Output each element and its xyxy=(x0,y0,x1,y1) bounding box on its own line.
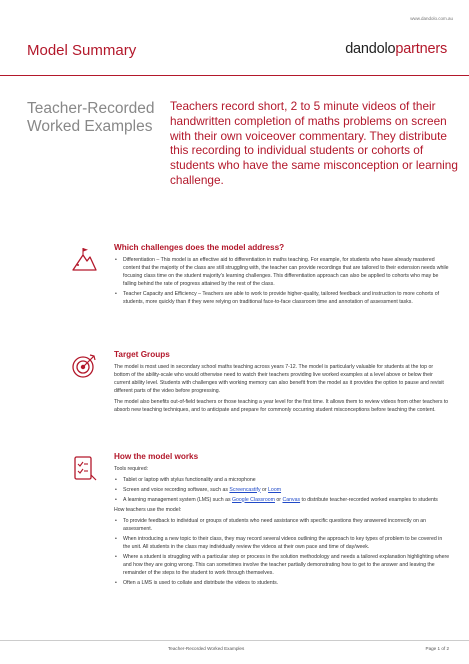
brand-part-2: partners xyxy=(395,41,447,57)
screencastify-link[interactable]: Screencastify xyxy=(229,486,261,493)
challenge-item: • Teacher Capacity and Efficiency – Teachers are able to work to provide higher-quality, tailored feedback and instruction to more cohorts of students, more quickly than if they were relying on traditional face-to-face classroom time and annotation of assessment tasks. xyxy=(123,290,450,306)
site-url: www.dandolo.com.au xyxy=(410,16,453,21)
target-icon xyxy=(70,352,98,380)
tool-text: Screen and voice recording software, such as xyxy=(123,486,230,493)
tool-text: to distribute teacher-recorded worked examples to students xyxy=(300,496,438,503)
checklist-icon xyxy=(70,454,98,482)
footer-doc-title: Teacher-Recorded Worked Examples xyxy=(168,646,245,651)
how-section xyxy=(114,452,450,589)
tool-item xyxy=(123,496,450,504)
loom-link[interactable]: Loom xyxy=(268,486,282,493)
how-heading: How the model works xyxy=(114,452,199,461)
mountain-flag-icon xyxy=(70,245,98,273)
uses-list xyxy=(114,517,450,587)
tool-text: or xyxy=(274,496,283,503)
tool-text: A learning management system (LMS) such as xyxy=(123,496,232,503)
use-item: • To provide feedback to individual or groups of students who need assistance with specific questions they answered incorrectly on an assessment. xyxy=(123,517,450,533)
tool-item xyxy=(123,486,450,494)
use-item: • When introducing a new topic to their class, they may record several videos outlining the approach to key types of problem to be covered in the unit. All students in the class may individually review the videos at their own pace and time of day/week. xyxy=(123,535,450,551)
google-classroom-link[interactable]: Google Classroom xyxy=(232,496,275,503)
canvas-link[interactable]: Canvas xyxy=(282,496,301,503)
tools-label: Tools required: xyxy=(114,466,149,472)
footer-page-number: Page 1 of 2 xyxy=(425,646,449,651)
tools-list xyxy=(114,476,450,504)
target-heading: Target Groups xyxy=(114,350,170,359)
use-item: • Where a student is struggling with a particular step or process in the solution methodology and needs a tailored explanation highlighting where and how they are going wrong. This can sometimes involve the teacher partially demonstrating how to get to the answer and leaving the remainder of the steps to the student to work through themselves. xyxy=(123,553,450,577)
brand-logo xyxy=(345,41,447,57)
challenges-heading: Which challenges does the model address? xyxy=(114,243,285,252)
use-item: • Often a LMS is used to collate and distribute the videos to students. xyxy=(123,579,450,587)
target-paragraph-2: The model also benefits out-of-field teachers or those teaching a year level for the first time. It allows them to review videos from other teachers to absorb new teaching techniques, and to anticipate and prepare for commonly occurring student misconceptions before teaching the content. xyxy=(114,398,449,413)
challenges-list xyxy=(114,256,450,306)
challenges-section xyxy=(114,243,450,309)
challenge-item: • Differentiation – This model is an effective aid to differentiation in maths teaching. For example, for students who have already mastered content that the majority of the class are still struggling with, the teacher can provide recordings that are tailored to their extension needs while focusing class time on the student majority's learning challenges. This differentiation approach can also be applied to cohorts who may be falling behind the rate of progress attained by the rest of the class. xyxy=(123,256,450,288)
tool-item: • Tablet or laptop with stylus functionality and a microphone xyxy=(123,476,450,484)
tool-text: or xyxy=(260,486,269,493)
page-title: Model Summary xyxy=(27,42,137,59)
target-paragraph-1: The model is most used in secondary school maths teaching across years 7-12. The model is particularly valuable for students at the top or bottom of the ability-scale who would otherwise need to watch their teachers providing live worked examples at a level above or below their current ability level. Students with challenges with working memory can also benefit from the model as it provides the option to pause and revisit different parts of the video before progressing. xyxy=(114,364,444,394)
header-divider xyxy=(0,75,469,76)
target-section xyxy=(114,350,450,416)
footer-divider xyxy=(0,640,469,641)
model-intro: Teachers record short, 2 to 5 minute videos of their handwritten completion of maths problems on screen with their own voiceover commentary. They distribute this recording to individual students or cohorts of students who have the same misconception or learning challenge. xyxy=(170,99,458,187)
brand-part-1: dandolo xyxy=(345,41,396,57)
use-label: How teachers use the model: xyxy=(114,507,182,513)
model-name: Teacher-Recorded Worked Examples xyxy=(27,100,155,135)
